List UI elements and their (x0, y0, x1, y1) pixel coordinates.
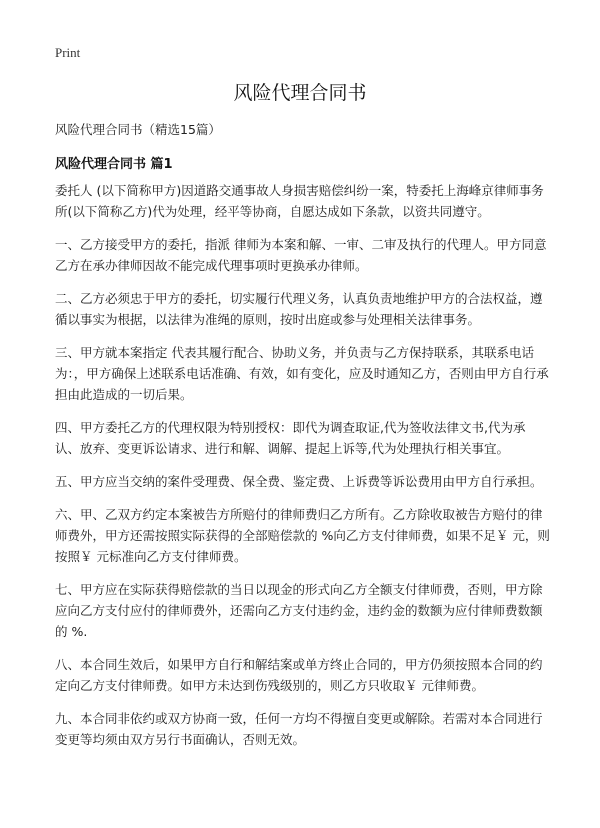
paragraph-clause-4: 四、甲方委托乙方的代理权限为特别授权：即代为调查取证,代为签收法律文书,代为承认、放弃、变更诉讼请求、进行和解、调解、提起上诉等,代为处理执行相关事宜。 (55, 420, 526, 456)
paragraph-clause-9: 九、本合同非依约或双方协商一致，任何一方均不得擅自变更或解除。若需对本合同进行变更等均须由双方另行书面确认，否则无效。 (55, 711, 543, 747)
paragraph-clause-2: 二、乙方必须忠于甲方的委托，切实履行代理义务，认真负责地维护甲方的合法权益，遵循以事实为根据，以法律为准绳的原则，按时出庭或参与处理相关法律事务。 (55, 291, 543, 327)
paragraph-clause-1: 一、乙方接受甲方的委托，指派 律师为本案和解、一审、二审及执行的代理人。甲方同意乙方在承办律师因故不能完成代理事项时更换承办律师。 (55, 237, 547, 273)
print-link[interactable]: Print (55, 45, 81, 60)
paragraph-clause-6: 六、甲、乙双方约定本案被告方所赔付的律师费归乙方所有。乙方除收取被告方赔付的律师费外，甲方还需按照实际获得的全部赔偿款的 %向乙方支付律师费，如果不足￥ 元，则按照￥ 元标准向乙方支付律师费。 (55, 507, 550, 564)
contract-body (55, 180, 550, 762)
paragraph-intro: 委托人 (以下简称甲方)因道路交通事故人身损害赔偿纠纷一案，特委托上海峰京律师事务所(以下简称乙方)代为处理，经平等协商，自愿达成如下条款，以资共同遵守。 (55, 183, 544, 219)
section-heading: 风险代理合同书 篇1 (55, 157, 173, 172)
paragraph-clause-3: 三、甲方就本案指定 代表其履行配合、协助义务，并负责与乙方保持联系，其联系电话为：，甲方确保上述联系电话准确、有效，如有变化，应及时通知乙方，否则由甲方自行承担由此造成的一切后果。 (55, 345, 549, 402)
document-subtitle: 风险代理合同书（精选15篇） (55, 122, 221, 137)
paragraph-clause-5: 五、甲方应当交纳的案件受理费、保全费、鉴定费、上诉费等诉讼费用由甲方自行承担。 (55, 474, 543, 489)
document-title: 风险代理合同书 (233, 82, 367, 104)
paragraph-clause-8: 八、本合同生效后，如果甲方自行和解结案或单方终止合同的，甲方仍须按照本合同的约定向乙方支付律师费。如甲方未达到伤残级别的，则乙方只收取￥ 元律师费。 (55, 657, 543, 693)
paragraph-clause-7: 七、甲方应在实际获得赔偿款的当日以现金的形式向乙方全额支付律师费，否则，甲方除应向乙方支付应付的律师费外，还需向乙方支付违约金，违约金的数额为应付律师费数额的 %. (55, 582, 543, 639)
